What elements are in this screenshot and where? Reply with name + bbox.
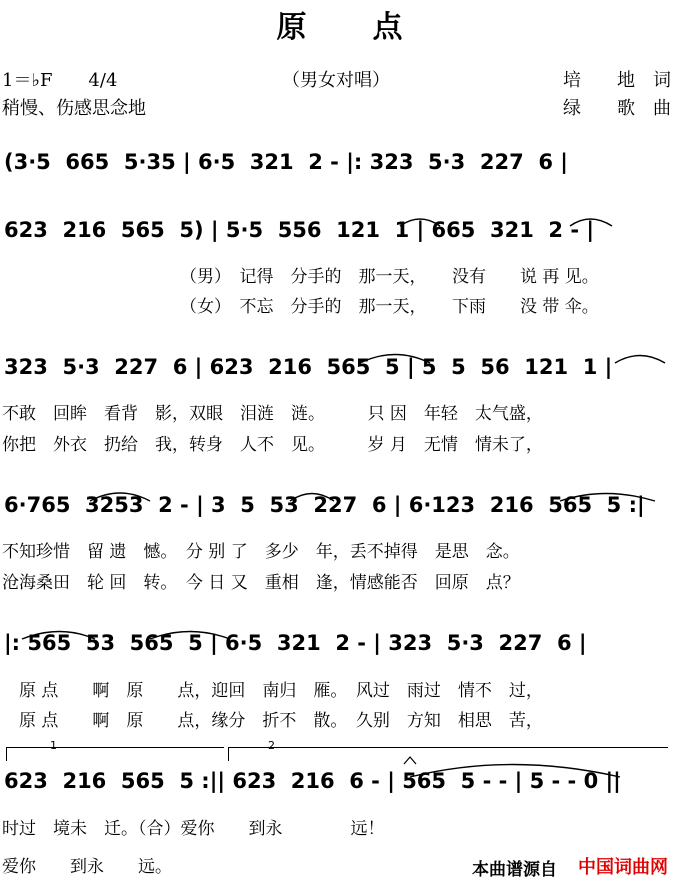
lyric-line-4a: 原 点 啊 原 点，迎回 南归 雁。 风过 雨过 情不 过， bbox=[2, 681, 543, 701]
key-signature: 1＝♭F 4/4 bbox=[2, 70, 118, 91]
performance-note: （男女对唱） bbox=[282, 70, 390, 91]
lyric-line-5: 时过 境未 迁。（合）爱你 到永 远！ bbox=[2, 819, 385, 839]
notation-line-3: 323 5·3 227 6 | 623 216 565 5 | 5 5 56 121 1 | bbox=[4, 355, 613, 379]
composer-credit: 绿 歌 曲 bbox=[563, 98, 671, 119]
lyric-line-3b: 沧海桑田 轮 回 转。 今 日 又 重相 逢，情感能否 回原 点？ bbox=[2, 573, 520, 593]
notation-line-6: 623 216 565 5 :|| 623 216 6 - | 565 5 - - | 5 - - 0 || bbox=[4, 769, 621, 793]
volta-bracket-2 bbox=[228, 747, 668, 748]
volta-number-1: 1 bbox=[50, 739, 57, 752]
volta-bracket-1 bbox=[6, 747, 224, 748]
source-label: 本曲谱源自 bbox=[472, 860, 557, 880]
tempo-marking: 稍慢、伤感思念地 bbox=[2, 98, 146, 119]
lyric-line-4b: 原 点 啊 原 点，缘分 折不 散。 久别 方知 相思 苦， bbox=[2, 711, 543, 731]
lyric-line-2b: 你把 外衣 扔给 我，转身 人不 见。 岁 月 无情 情未了， bbox=[2, 435, 543, 455]
notation-line-5: |: 565 53 565 5 | 6·5 321 2 - | 323 5·3 227 6 | bbox=[4, 631, 587, 655]
lyric-male-line-1: （男） 记得 分手的 那一天， 没有 说 再 见。 bbox=[180, 267, 599, 287]
lyricist-credit: 培 地 词 bbox=[563, 70, 671, 91]
notation-line-2: 623 216 565 5) | 5·5 556 121 1 | 665 321 2 - | bbox=[4, 218, 595, 242]
site-watermark: 中国词曲网 bbox=[578, 857, 668, 878]
lyric-line-6: 爱你 到永 远。 bbox=[2, 857, 172, 877]
volta-number-2: 2 bbox=[268, 739, 275, 752]
lyric-female-line-1: （女） 不忘 分手的 那一天， 下雨 没 带 伞。 bbox=[180, 297, 599, 317]
page-title: 原 点 bbox=[276, 10, 405, 45]
notation-line-4: 6·765 3253 2 - | 3 5 53 227 6 | 6·123 216 565 5 :| bbox=[4, 493, 645, 517]
lyric-line-3a: 不知珍惜 留 遗 憾。 分 别 了 多少 年，丢不掉得 是思 念。 bbox=[2, 542, 520, 562]
notation-line-1: (3·5 665 5·35 | 6·5 321 2 - |: 323 5·3 227 6 | bbox=[4, 150, 568, 174]
lyric-line-2a: 不敢 回眸 看背 影，双眼 泪涟 涟。 只 因 年轻 太气盛， bbox=[2, 404, 543, 424]
volta-tick-2 bbox=[228, 747, 229, 761]
volta-tick-1 bbox=[6, 747, 7, 761]
